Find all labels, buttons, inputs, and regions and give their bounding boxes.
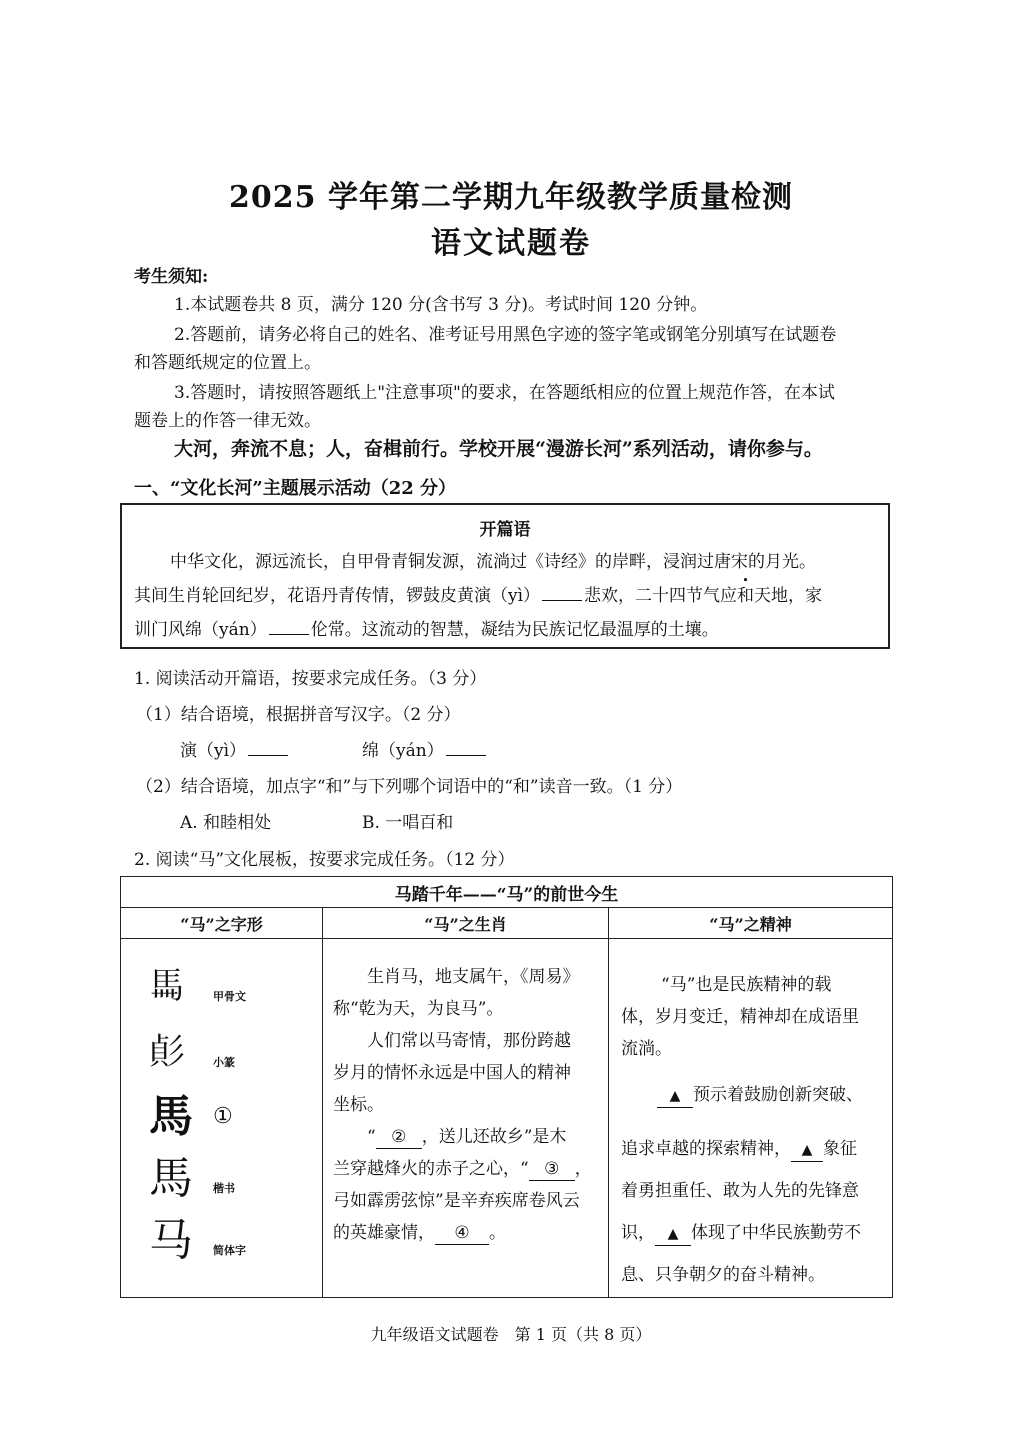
notice-item: 和答题纸规定的位置上。 bbox=[134, 353, 321, 373]
clerical-horse-glyph: 馬 bbox=[149, 1091, 193, 1142]
zodiac-line: 称“乾为天，为良马”。 bbox=[333, 999, 504, 1019]
zodiac-line: 人们常以马寄情，那份跨越 bbox=[367, 1031, 571, 1051]
zodiac-line: “ ② ，送儿还故乡”是木 bbox=[367, 1127, 567, 1147]
spirit-line: 识， ▲ 体现了中华民族勤劳不 bbox=[621, 1217, 884, 1249]
spirit-line: 着勇担重任、敢为人先的先锋意 bbox=[621, 1181, 859, 1201]
notice-item: 1.本试题卷共 8 页，满分 120 分(含书写 3 分)。考试时间 120 分钟。 bbox=[174, 295, 708, 315]
question-1-stem: 1. 阅读活动开篇语，按要求完成任务。（3 分） bbox=[134, 669, 487, 689]
answer-blank bbox=[269, 620, 309, 635]
zodiac-line: 生肖马，地支属午，《周易》 bbox=[367, 967, 580, 987]
regular-script-horse-glyph: 馬 bbox=[149, 1153, 193, 1204]
section-heading: 一、“文化长河”主题展示活动（22 分） bbox=[134, 478, 457, 499]
opening-title: 开篇语 bbox=[479, 520, 531, 540]
spirit-line: “马”也是民族精神的载 bbox=[661, 975, 832, 995]
opening-line: 其间生肖轮回纪岁，花语丹青传情，锣鼓皮黄演（yì） 悲欢，二十四节气应和天地，家 bbox=[134, 586, 823, 606]
opening-line: 训门风绵（yán） 伦常。这流动的智慧，凝结为民族记忆最温厚的土壤。 bbox=[134, 620, 719, 640]
panel-title: 马踏千年——“马”的前世今生 bbox=[121, 877, 893, 908]
page-title: 2025 学年第二学期九年级教学质量检测 bbox=[229, 180, 793, 215]
zodiac-line: 的英雄豪情， ④ 。 bbox=[333, 1223, 506, 1243]
column-header-spirit: “马”之精神 bbox=[609, 908, 893, 939]
question-1-sub1: （1）结合语境，根据拼音写汉字。（2 分） bbox=[136, 705, 461, 725]
answer-blank bbox=[446, 741, 486, 756]
blank-marker-1: ① bbox=[213, 1104, 233, 1129]
zodiac-line: 兰穿越烽火的赤子之心，“ ③ ， bbox=[333, 1159, 592, 1179]
seal-script-horse-glyph: 𢒟 bbox=[149, 1032, 186, 1073]
emphasis-dot-char: 和 bbox=[737, 586, 755, 606]
notice-item: 3.答题时，请按照答题纸上"注意事项"的要求，在答题纸相应的位置上规范作答，在本试 bbox=[174, 383, 835, 403]
oracle-bone-horse-glyph: 𩡧 bbox=[149, 966, 186, 1007]
notice-item: 2.答题前，请务必将自己的姓名、准考证号用黑色字迹的签字笔或钢笔分别填写在试题卷 bbox=[174, 325, 837, 345]
zodiac-line: 坐标。 bbox=[333, 1095, 384, 1115]
answer-blank-triangle: ▲ bbox=[657, 1085, 693, 1108]
horse-culture-panel bbox=[120, 876, 893, 1298]
notice-label: 考生须知: bbox=[134, 267, 209, 287]
answer-blank bbox=[248, 741, 288, 756]
spirit-line: 追求卓越的探索精神， ▲ 象征 bbox=[621, 1133, 884, 1165]
glyph-cell bbox=[121, 939, 323, 1298]
glyph-row bbox=[121, 1023, 321, 1083]
spirit-cell bbox=[609, 939, 893, 1298]
zodiac-cell bbox=[323, 939, 609, 1298]
opening-line: 中华文化，源远流长，自甲骨青铜发源，流淌过《诗经》的岸畔，浸润过唐宋的月光。 bbox=[170, 552, 816, 572]
opening-box bbox=[120, 503, 890, 649]
notice-item: 题卷上的作答一律无效。 bbox=[134, 411, 321, 431]
glyph-label: 小篆 bbox=[213, 1056, 235, 1069]
page-subtitle: 语文试题卷 bbox=[431, 226, 591, 261]
spirit-line: 流淌。 bbox=[621, 1039, 672, 1059]
question-1-sub2: （2）结合语境，加点字“和”与下列哪个词语中的“和”读音一致。（1 分） bbox=[136, 777, 683, 797]
zodiac-line: 岁月的情怀永远是中国人的精神 bbox=[333, 1063, 571, 1083]
column-header-zodiac: “马”之生肖 bbox=[323, 908, 609, 939]
blank-marker-4: ④ bbox=[435, 1222, 489, 1245]
answer-blank bbox=[542, 586, 582, 601]
glyph-row bbox=[121, 1211, 321, 1271]
intro-text: 大河，奔流不息；人，奋楫前行。学校开展“漫游长河”系列活动，请你参与。 bbox=[174, 438, 823, 460]
page-footer: 九年级语文试题卷 第 1 页（共 8 页） bbox=[370, 1325, 652, 1344]
glyph-row bbox=[121, 1087, 321, 1147]
option-a: A. 和睦相处 bbox=[180, 813, 272, 833]
simplified-horse-glyph: 马 bbox=[149, 1215, 193, 1266]
question-2-stem: 2. 阅读“马”文化展板，按要求完成任务。（12 分） bbox=[134, 850, 515, 870]
spirit-line: 体，岁月变迁，精神却在成语里 bbox=[621, 1007, 859, 1027]
glyph-row bbox=[121, 957, 321, 1017]
glyph-row bbox=[121, 1149, 321, 1209]
blank-marker-3: ③ bbox=[529, 1158, 575, 1181]
spirit-line: 息、只争朝夕的奋斗精神。 bbox=[621, 1265, 825, 1285]
fill-item: 绵（yán） bbox=[362, 736, 488, 761]
option-b: B. 一唱百和 bbox=[362, 813, 454, 833]
glyph-label: 楷书 bbox=[213, 1182, 235, 1195]
zodiac-line: 弓如霹雳弦惊”是辛弃疾席卷风云 bbox=[333, 1191, 580, 1211]
column-header-glyph: “马”之字形 bbox=[121, 908, 323, 939]
spirit-line: ▲ 预示着鼓励创新突破、 bbox=[621, 1079, 884, 1111]
blank-marker-2: ② bbox=[376, 1126, 422, 1149]
fill-item: 演（yì） bbox=[180, 736, 290, 761]
glyph-label: 甲骨文 bbox=[213, 990, 246, 1003]
answer-blank-triangle: ▲ bbox=[791, 1139, 823, 1162]
glyph-label: 简体字 bbox=[213, 1244, 246, 1257]
answer-blank-triangle: ▲ bbox=[655, 1223, 691, 1246]
